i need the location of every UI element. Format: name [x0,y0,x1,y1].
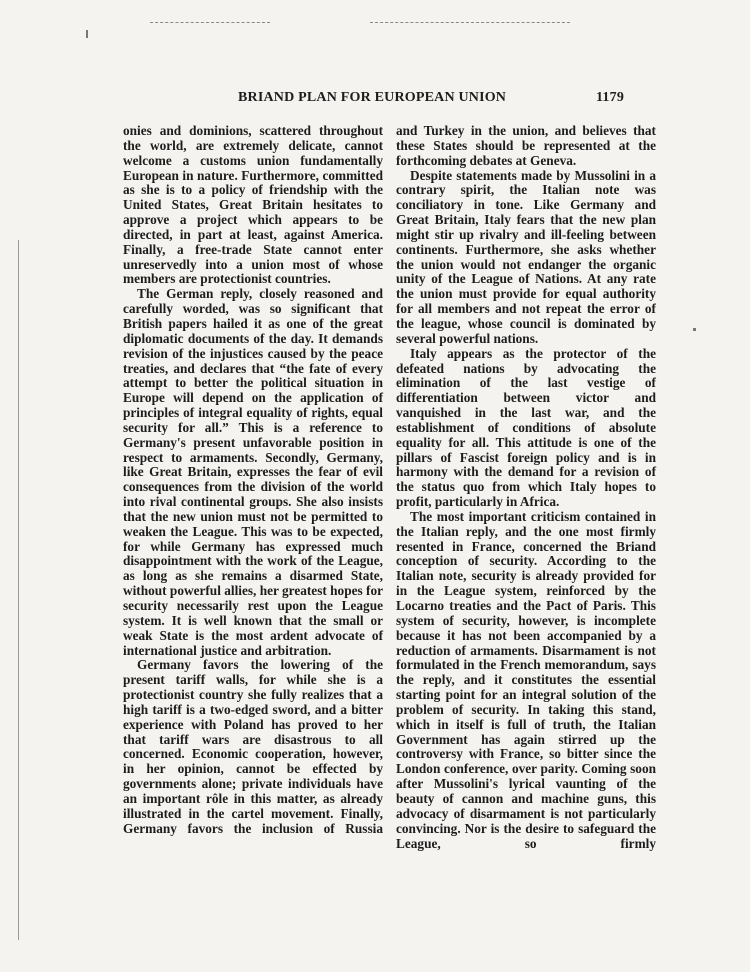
left-column [123,124,383,851]
scan-speck [693,328,696,331]
paragraph: Italy appears as the protector of the defeated nations by advocating the elimination of the last vestige of differentiation between victor and vanquished in the last war, and the establishment of conditions of absolute equality for all. This attitude is one of the pillars of Fascist foreign policy and is in harmony with the demand for a revision of the status quo from which Italy hopes to profit, particularly in Africa. [396,345,656,510]
scan-artifact-line [150,22,270,24]
page-number: 1179 [596,90,625,105]
paragraph: onies and dominions, scattered throughout the world, are extremely delicate, cannot welcome a customs union fundamentally European in nature. Furthermore, committed as she is to a policy of friendship with the United States, Great Britain hesitates to approve a project which appears to be directed, in part at least, against America. Finally, a free-trade State cannot enter unreservedly into a union most of whose members are protectionist countries. [123,123,383,287]
paragraph: and Turkey in the union, and believes that these States should be represented at the forthcoming debates at Geneva. [396,123,656,168]
paragraph: The German reply, closely reasoned and carefully worded, was so significant that British papers hailed it as one of the great diplomatic documents of the day. It demands revision of the injustices caused by the peace treaties, and declares that “the fate of every attempt to better the political situation in Europe will depend on the application of principles of integral equality of rights, equal security for all.” This is a reference to Germany's present unfavorable position in respect to armaments. Secondly, Germany, like Great Britain, expresses the fear of evil consequences from the division of the world into rival continental groups. She also insists that the new union must not be permitted to weaken the League. This was to be expected, for while Germany has expressed much disappointment with the work of the League, as long as she remains a disarmed State, without powerful allies, her greatest hopes for security necessarily rest upon the League system. It is well known that the small or weak State is the most ardent advocate of international justice and arbitration. [123,286,383,658]
paragraph: Germany favors the lowering of the present tariff walls, for while she is a protectionist country she fully realizes that a high tariff is a two-edged sword, and a bitter experience with Poland has proved to her that tariff wars are disastrous to all concerned. Economic cooperation, however, in her opinion, cannot be effected by governments alone; private individuals have an important rôle in this matter, as already illustrated in the cartel movement. Finally, Germany favors the inclusion of Russia [123,657,383,836]
right-column [396,124,656,866]
running-head-title: BRIAND PLAN FOR EUROPEAN UNION [238,90,507,105]
paragraph: The most important criticism contained in the Italian reply, and the one most firmly resented in France, concerned the Briand conception of security. According to the Italian note, security is already provided for in the League system, reinforced by the Locarno treaties and the Pact of Paris. This system of security, however, is incomplete because it has not been accompanied by a reduction of armaments. Disarmament is not formulated in the French memorandum, says the reply, and it constitutes the essential starting point for an integral solution of the problem of security. In taking this stand, which in itself is full of truth, the Italian Government has again stirred up the controversy with France, so bitter since the London conference, over parity. Coming soon after Mussolini's lyrical vaunting of the beauty of cannon and machine guns, this advocacy of disarmament is not particularly convincing. Nor is the desire to safeguard the League, so firmly [396,508,656,851]
scan-artifact-line [370,22,570,24]
scan-binding-edge [18,240,19,940]
paragraph: Despite statements made by Mussolini in a contrary spirit, the Italian note was conciliatory in tone. Like Germany and Great Britain, Italy fears that the new plan might stir up rivalry and ill-feeling between continents. Furthermore, she asks whether the union would not endanger the organic unity of the League of Nations. At any rate the union must provide for equal authority for all members and not repeat the error of the league, whose council is dominated by several powerful nations. [396,167,656,346]
scan-speck [86,30,88,38]
